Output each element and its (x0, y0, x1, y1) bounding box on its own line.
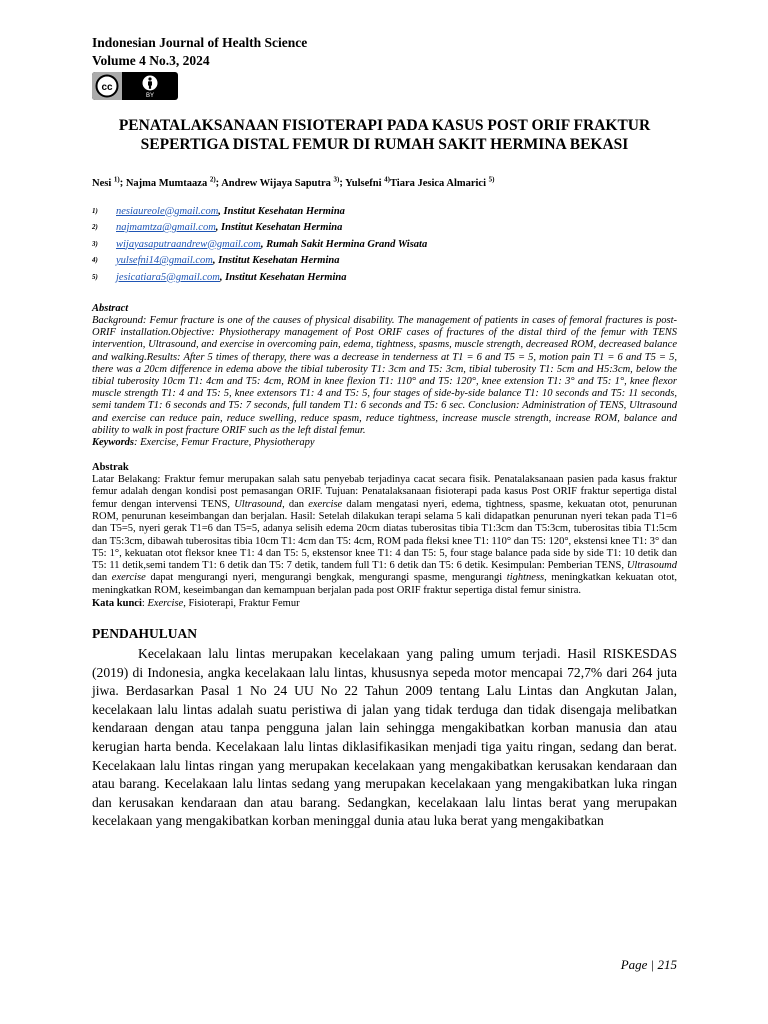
intro-paragraph: Kecelakaan lalu lintas merupakan kecelakaan yang paling umum terjadi. Hasil RISKESDAS (2019) di Indonesia, angka kecelakaan lalu lintas, khususnya sepeda motor mencapai 72,7% dari 264 juta jiwa. Berdasarkan Pasal 1 No 24 UU No 22 Tahun 2009 tentang Lalu Lintas dan Angkutan Jalan, kecelakaan lalu lintas adalah suatu peristiwa di jalan yang tidak terduga dan tidak disengaja melibatkan kendaraan dengan atau tanpa pengguna jalan lain sehingga mengakibatkan korban manusia dan atau kerugian harta benda. Kecelakaan lalu lintas diklasifikasikan menjadi tiga yaitu ringan, sedang dan berat. Kecelakaan lalu lintas ringan yang merupakan kecelakaan yang mengakibatkan kerusakan kendaraan dan atau barang. Kecelakaan lalu lintas sedang yang merupakan kecelakaan yang mengakibatkan luka ringan dan kerusakan kendaraan dan atau barang. Sedangkan, kecelakaan lalu lintas berat yang merupakan kecelakaan yang mengakibatkan korban meninggal dunia atau luka berat yang mengakibatkan (92, 646, 677, 829)
abstrak-heading: Abstrak (92, 462, 129, 474)
keywords-label: Keywords (92, 437, 134, 449)
author-email-link[interactable]: jesicatiara5@gmail.com (116, 271, 220, 283)
paper-title: PENATALAKSANAAN FISIOTERAPI PADA KASUS POST ORIF FRAKTUR SEPERTIGA DISTAL FEMUR DI RUMAH SAKIT HERMINA BEKASI (118, 117, 651, 153)
institution-name: , Institut Kesehatan Hermina (215, 222, 343, 233)
keywords-value: : Exercise, Femur Fracture, Physiotherapy (134, 437, 315, 449)
author-list: Nesi $^{1)}$; Najma Mumtaaza $^{2)}$; Andrew Wijaya Saputra $^{3)}$; Yulsefni $^{4)}$Tiara Jesica Almarici $^{5)}$ (92, 175, 495, 189)
affiliation-list (92, 205, 677, 288)
svg-text:cc: cc (101, 82, 113, 93)
institution-name: , Institut Kesehatan Hermina (219, 271, 347, 283)
affiliation-item: $^{3)}$ wijayasaputraandrew@gmail.com, Rumah Sakit Hermina Grand Wisata (92, 238, 428, 250)
by-label: BY (145, 92, 154, 99)
section-heading-pendahuluan: PENDAHULUAN (92, 626, 198, 641)
author-name: Andrew Wijaya Saputra $^{3)}$ (221, 175, 340, 189)
affiliation-item: $^{2)}$ najmamtza@gmail.com, Institut Kesehatan Hermina (92, 222, 343, 233)
affiliation-item: $^{1)}$ nesiaureole@gmail.com, Institut Kesehatan Hermina (92, 205, 345, 217)
author-email-link[interactable]: wijayasaputraandrew@gmail.com (116, 238, 261, 250)
author-email-link[interactable]: najmamtza@gmail.com (116, 222, 216, 233)
author-name: Najma Mumtaaza $^{2)}$ (125, 175, 216, 189)
affiliation-item: $^{5)}$ jesicatiara5@gmail.com, Institut Kesehatan Hermina (92, 271, 347, 283)
author-name: Nesi $^{1)}$ (92, 175, 120, 189)
author-name: Yulsefni $^{4)}$ (345, 175, 390, 189)
author-email-link[interactable]: yulsefni14@gmail.com (116, 255, 213, 266)
cc-by-license-badge[interactable] (92, 72, 178, 100)
by-icon (122, 72, 178, 100)
page-number: Page | 215 (620, 957, 677, 972)
page (92, 34, 677, 831)
abstract-text: Background: Femur fracture is one of the causes of physical disability. The management of patients in cases of femoral fractures is post-ORIF installation.Objective: Physiotherapy management of Post ORIF cases of fractures of the distal third of the femur with TENS intervention, Ultrasound, and exercise in overcoming pain, edema, tightness, spasms, muscle strength, decreased ROM, decreased balance and walking.Results: After 5 times of therapy, there was a decrease in tenderness at T1 = 6 and T5 = 5, motion pain T1 = 6 and T5 = 5, there was a 20cm difference in edema above the tibial tuberosity T1: 3cm and T5: 3cm, tibial tuberosity T1: 5cm and H5:3cm, below the tibial tuberosity 10cm T1: 4cm and T5: 4cm, ROM in knee flexion T1: 110° and T5: 120°, knee extension T1: 3° and T5: 1°, knee flexor muscle strength T1: 4 and T5: 5, knee extensors T1: 4 and T5: 5, four stages of side-by-side balance T1: 10 seconds and T5: 11 seconds, semi tandem T1: 6 seconds and T5: 7 seconds, full tandem T1: 6 seconds and T5: 6 sec. Conclusion: Administration of TENS, Ultrasound and exercise can reduce pain, reduce swelling, reduce spasm, reduce tightness, increase muscle strength, increase ROM, balance and ability to walk in post fracture ORIF such as the left distal femur. (92, 315, 677, 436)
author-name: Tiara Jesica Almarici $^{5)}$ (389, 175, 495, 189)
kata-kunci: Kata kunci: Exercise, Fisioterapi, Fraktur Femur (92, 598, 300, 609)
institution-name: , Institut Kesehatan Hermina (212, 255, 340, 266)
abstrak-text: Latar Belakang: Fraktur femur merupakan salah satu penyebab terjadinya cacat secara fisik. Penatalaksanaan pasien pada kasus fraktur femur adalah dengan kondisi post pemasangan ORIF. Tujuan: Penatalaksanaan fisioterapi pada kasus Post ORIF fraktur sepertiga distal femur dengan intervensi TENS, Ultrasound, dan exercise dalam mengatasi nyeri, edema, tightness, spasme, kekuatan otot, penurunan ROM, penurunan keseimbangan dan berjalan. Hasil: Setelah dilakukan terapi selama 5 kali didapatkan penurunan nyeri tekan pada T1=6 dan T5=5, nyeri gerak T1=6 dan T5=5, adanya selisih edema 20cm diatas tuberositas tibia T1:3cm dan T5:3cm, tuberositas tibia T1:5cm dan T5:3cm, dibawah tuberositas tibia 10cm T1: 4cm dan T5: 4cm, ROM pada fleksi knee T1: 110° dan T5: 120°, ekstensi knee T1: 3° dan T5: 1°, kekuatan otot fleksor knee T1: 4 dan T5: 5, ekstensor knee T1: 4 dan T5: 5, four stage balance pada side by side T1: 10 detik dan T5: 11 detik,semi tandem T1: 6 detik dan T5: 7 detik, tandem full T1: 6 detik dan T5: 6 detik. Kesimpulan: Pemberian TENS, Ultrasoumd dan exercise dapat mengurangi nyeri, mengurangi bengkak, mengurangi spasme, mengurangi tightness, meningkatkan kekuatan otot, meningkatkan ROM, keseimbangan dan kemampuan berjalan pada post ORIF fraktur sepertiga distal femur sinistra. (92, 474, 677, 596)
cc-icon (92, 72, 122, 100)
journal-volume: Volume 4 No.3, 2024 (92, 53, 210, 68)
journal-name: Indonesian Journal of Health Science (92, 35, 308, 50)
affiliation-item: $^{4)}$ yulsefni14@gmail.com, Institut Kesehatan Hermina (92, 255, 340, 266)
author-email-link[interactable]: nesiaureole@gmail.com (116, 205, 219, 217)
institution-name: , Rumah Sakit Hermina Grand Wisata (260, 238, 428, 250)
keywords (92, 437, 677, 449)
kata-kunci-label: Kata kunci (92, 598, 142, 609)
institution-name: , Institut Kesehatan Hermina (218, 205, 345, 217)
abstract-heading: Abstract (92, 303, 129, 314)
